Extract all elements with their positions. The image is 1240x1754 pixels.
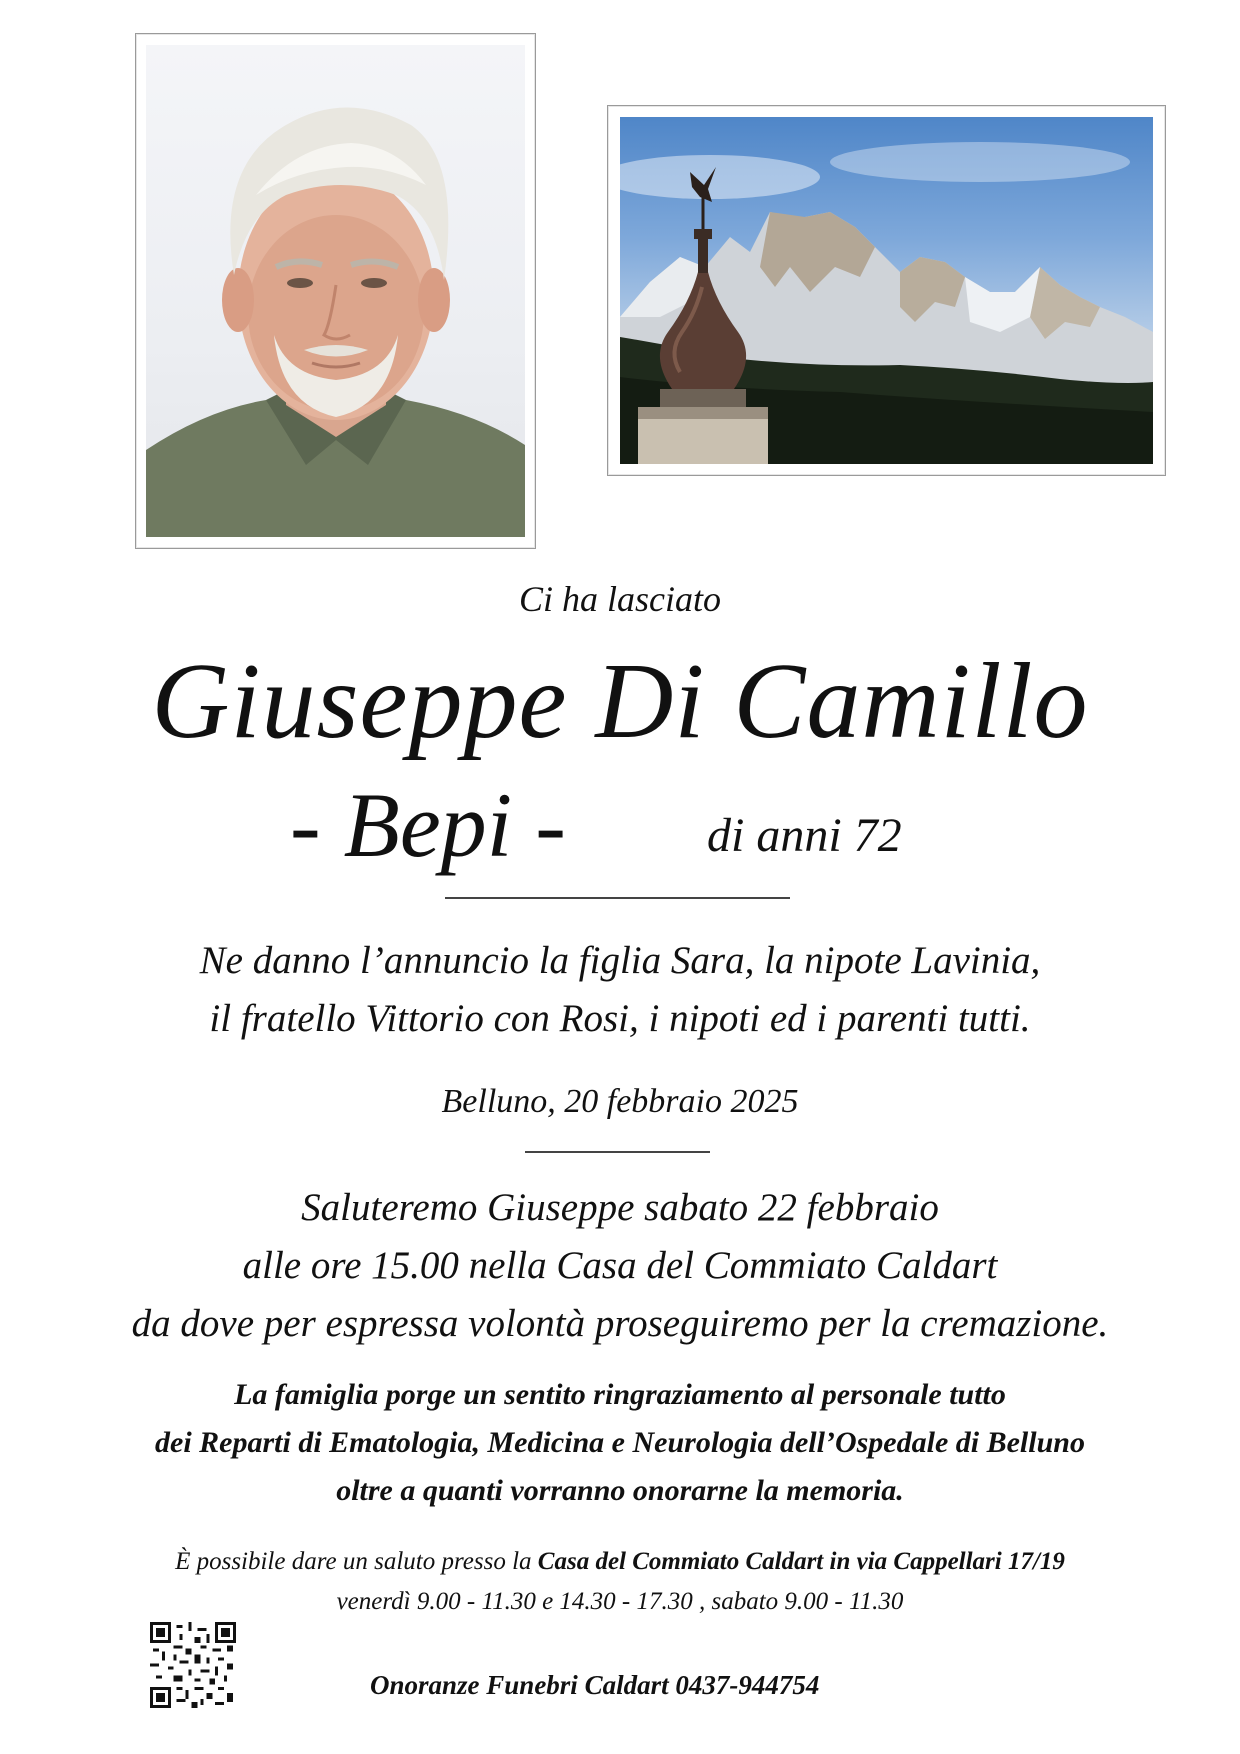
funeral-line: da dove per espressa volontà proseguiremo per la cremazione. [131,1302,1109,1345]
thanks-line: dei Reparti di Ematologia, Medicina e Neurologia dell’Ospedale di Belluno [155,1426,1085,1459]
divider [525,1151,710,1153]
divider [445,897,790,899]
portrait-photo [146,45,525,537]
nickname: - Bepi - [290,774,566,876]
visit-prefix: È possibile dare un saluto presso la [175,1548,538,1575]
landscape-frame [607,105,1166,476]
qr-code-icon [150,1622,236,1708]
announcement-line: il fratello Vittorio con Rosi, i nipoti ed i parenti tutti. [209,997,1031,1040]
thanks-line: oltre a quanti vorranno onorarne la memoria. [336,1474,904,1507]
mountain-bell-tower-photo [620,117,1153,464]
place-date: Belluno, 20 febbraio 2025 [441,1083,799,1120]
visit-info [0,1548,1240,1576]
funeral-agency: Onoranze Funebri Caldart 0437-944754 [370,1670,820,1700]
visit-hours: venerdì 9.00 - 11.30 e 14.30 - 17.30 , sabato 9.00 - 11.30 [336,1588,904,1615]
intro-text: Ci ha lasciato [518,579,721,619]
announcement-line: Ne danno l’annuncio la figlia Sara, la nipote Lavinia, [199,939,1041,982]
age-text: di anni 72 [707,809,902,862]
portrait-frame [135,33,536,549]
deceased-name: Giuseppe Di Camillo [151,642,1089,761]
thanks-line: La famiglia porge un sentito ringraziamento al personale tutto [234,1378,1006,1411]
visit-place: Casa del Commiato Caldart in via Cappellari 17/19 [537,1548,1065,1575]
funeral-line: alle ore 15.00 nella Casa del Commiato Caldart [242,1244,998,1287]
funeral-line: Saluteremo Giuseppe sabato 22 febbraio [301,1186,939,1229]
